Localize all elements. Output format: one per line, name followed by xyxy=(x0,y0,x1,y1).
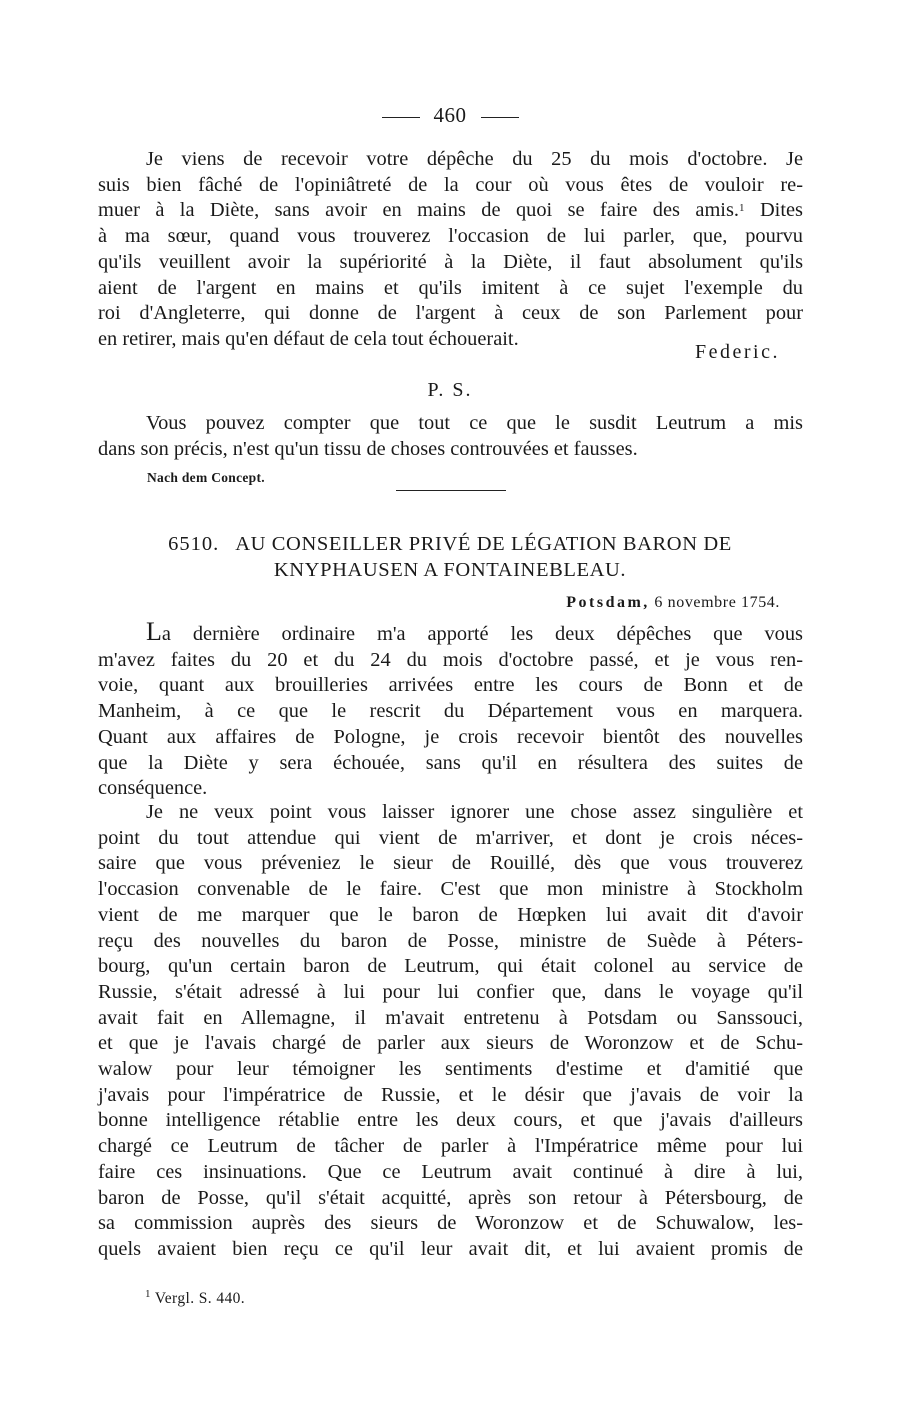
section-separator xyxy=(396,490,506,491)
dateline xyxy=(566,594,780,612)
letter-2-p2-line-16: baron de Posse, qu'il s'était acquitté, après son retour à Pétersbourg, de xyxy=(98,1186,803,1209)
letter-1-line-6: aient de l'argent en mains et qu'ils imitent à ce sujet l'exemple du xyxy=(98,276,803,299)
letter-2-p2-line-2: point du tout attendue qui vient de m'arriver, et dont je crois néces- xyxy=(98,826,803,849)
letter-1-line-3-text: muer à la Diète, sans avoir en mains de quoi se faire des amis. xyxy=(98,199,740,222)
letter-1-line-8: en retirer, mais qu'en défaut de cela tout échouerait. xyxy=(98,327,519,350)
letter-2-p1-line-1 xyxy=(98,619,803,648)
letter-2-p2-line-7: bourg, qu'un certain baron de Leutrum, qui était colonel au service de xyxy=(98,955,803,978)
letter-2-p1-line-5: Quant aux affaires de Pologne, je crois recevoir bientôt des nouvelles xyxy=(98,725,803,748)
letter-2-p1-line-4: Manheim, à ce que le rescrit du Département vous en marquera. xyxy=(98,700,803,723)
letter-2-p2-line-4: l'occasion convenable de le faire. C'est que mon ministre à Stockholm xyxy=(98,878,803,901)
letter-2-p2-line-12: j'avais pour l'impératrice de Russie, et le désir que j'avais de voir la xyxy=(98,1083,803,1106)
letter-2-p2-line-8: Russie, s'était adressé à lui pour lui confier que, dans le voyage qu'il xyxy=(98,980,803,1003)
page-number-dash-left xyxy=(382,117,420,118)
letter-1-line-7: roi d'Angleterre, qui donne de l'argent à ceux de son Parlement pour xyxy=(98,302,803,325)
letter-number: 6510. xyxy=(168,533,220,555)
letter-1-line-1: Je viens de recevoir votre dépêche du 25 du mois d'octobre. Je xyxy=(146,148,803,170)
letter-2-p2-line-18: quels avaient bien reçu ce qu'il leur avait dit, et lui avaient promis de xyxy=(98,1237,803,1260)
letter-1-line-5: qu'ils veuillent avoir la supériorité à la Diète, il faut absolument qu'ils xyxy=(98,250,803,273)
letter-2-p2-line-6: reçu des nouvelles du baron de Posse, ministre de Suède à Péters- xyxy=(98,929,803,952)
letter-2-p2-line-3: saire que vous préveniez le sieur de Rouillé, dès que vous trouverez xyxy=(98,852,803,875)
date-place: Potsdam, xyxy=(566,594,650,611)
letter-2-paragraph-1 xyxy=(98,619,803,802)
letter-2-paragraph-2 xyxy=(98,800,803,1263)
page-number xyxy=(0,103,900,128)
letter-2-p2-line-5: vient de me marquer que le baron de Hœpken lui avait dit d'avoir xyxy=(98,903,803,926)
letter-2-p2-line-17: sa commission auprès des sieurs de Woronzow et de Schuwalow, les- xyxy=(98,1212,803,1235)
letter-2-heading-line-2: KNYPHAUSEN A FONTAINEBLEAU. xyxy=(273,559,627,581)
postscript-line-2: dans son précis, n'est qu'un tissu de choses controuvées et fausses. xyxy=(98,437,638,460)
footnote xyxy=(145,1290,245,1308)
letter-2-p2-line-13: bonne intelligence rétablie entre les deux cours, et que j'avais d'ailleurs xyxy=(98,1109,803,1132)
page-number-text: 460 xyxy=(433,103,467,127)
letter-2-p2-line-11: walow pour leur témoigner les sentiments d'estime et d'amitié que xyxy=(98,1058,803,1081)
letter-2-p2-line-14: chargé ce Leutrum de tâcher de parler à l'Impératrice même pour lui xyxy=(98,1135,803,1158)
letter-2-p2-line-15: faire ces insinuations. Que ce Leutrum avait continué à dire à lui, xyxy=(98,1160,803,1183)
postscript-body xyxy=(98,411,803,462)
letter-2-heading-line-1 xyxy=(0,533,900,556)
letter-2-p1-line-1-text: a dernière ordinaire m'a apporté les deux dépêches que vous xyxy=(161,623,803,645)
postscript-heading: P. S. xyxy=(427,379,473,401)
dropcap: L xyxy=(146,617,162,646)
letter-1-line-4: à ma sœur, quand vous trouverez l'occasion de lui parler, que, pourvu xyxy=(98,225,803,248)
page-number-dash-right xyxy=(481,117,519,118)
letter-1-line-3 xyxy=(98,198,803,224)
letter-2-p1-line-3: voie, quant aux brouilleries arrivées entre les cours de Bonn et de xyxy=(98,674,803,697)
signature: Federic. xyxy=(695,341,780,363)
date-text: 6 novembre 1754. xyxy=(654,594,780,611)
letter-2-p2-line-1: Je ne veux point vous laisser ignorer une chose assez singulière et xyxy=(146,801,803,823)
letter-2-p1-line-7: conséquence. xyxy=(98,777,208,800)
footnote-text: Vergl. S. 440. xyxy=(154,1290,246,1307)
letter-1-body xyxy=(98,147,803,353)
footnote-marker: 1 xyxy=(145,1288,151,1300)
footnote-ref: 1 xyxy=(739,202,745,215)
letter-2-p1-line-6: que la Diète y sera échouée, sans qu'il en résultera des suites de xyxy=(98,751,803,774)
letter-2-heading-text-1: AU CONSEILLER PRIVÉ DE LÉGATION BARON DE xyxy=(235,533,732,555)
letter-1-line-2: suis bien fâché de l'opiniâtreté de la cour où vous êtes de vouloir re- xyxy=(98,173,803,196)
letter-2-p2-line-10: et que je l'avais chargé de parler aux sieurs de Woronzow et de Schu- xyxy=(98,1032,803,1055)
source-note: Nach dem Concept. xyxy=(147,470,265,485)
letter-2-p1-line-2: m'avez faites du 20 et du 24 du mois d'octobre passé, et je vous ren- xyxy=(98,648,803,671)
letter-2-p2-line-9: avait fait en Allemagne, il m'avait entretenu à Potsdam ou Sanssouci, xyxy=(98,1006,803,1029)
postscript-line-1: Vous pouvez compter que tout ce que le susdit Leutrum a mis xyxy=(146,412,803,434)
letter-1-line-3-end: Dites xyxy=(759,199,803,222)
